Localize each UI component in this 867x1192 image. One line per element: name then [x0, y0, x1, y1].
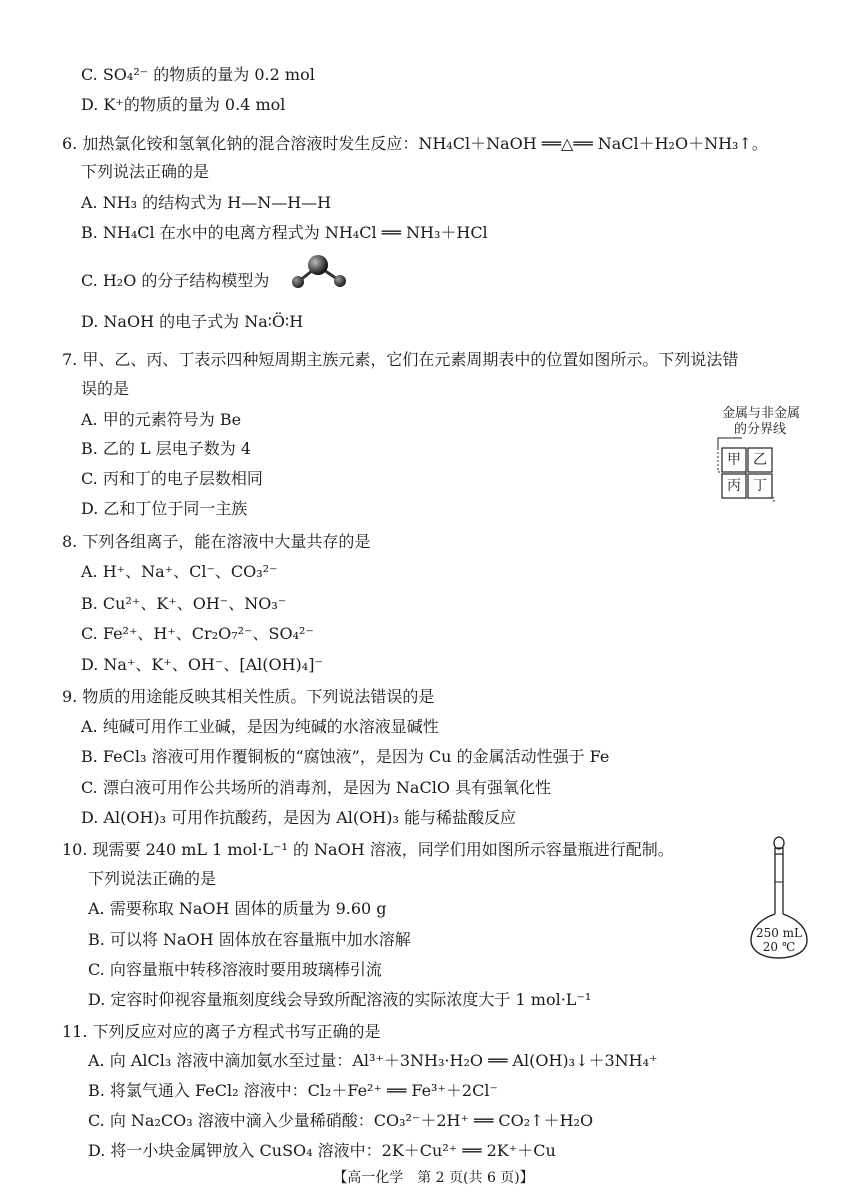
- q9-option-a: A. 纯碱可用作工业碱，是因为纯碱的水溶液显碱性: [81, 717, 439, 736]
- q8-option-a: A. H⁺、Na⁺、Cl⁻、CO₃²⁻: [81, 562, 278, 581]
- q9-option-b: B. FeCl₃ 溶液可用作覆铜板的“腐蚀液”，是因为 Cu 的金属活动性强于 Fe: [81, 747, 610, 766]
- q9-stem: 9. 物质的用途能反映其相关性质。下列说法错误的是: [62, 687, 435, 706]
- boundary-label-line1: 金属与非金属: [722, 406, 801, 421]
- q7-option-c: C. 丙和丁的电子层数相同: [81, 469, 263, 488]
- q11-option-a: A. 向 AlCl₃ 溶液中滴加氨水至过量：Al³⁺＋3NH₃·H₂O ══ Al(OH)₃↓＋3NH₄⁺: [88, 1051, 658, 1070]
- cell-ding: 丁: [753, 478, 767, 494]
- q8-option-d: D. Na⁺、K⁺、OH⁻、[Al(OH)₄]⁻: [81, 655, 323, 674]
- q6-option-b: B. NH₄Cl 在水中的电离方程式为 NH₄Cl ══ NH₃＋HCl: [81, 223, 488, 242]
- flask-temp-label: 20 ℃: [762, 940, 796, 954]
- q6-option-a: A. NH₃ 的结构式为 H—N—H—H: [81, 193, 332, 212]
- q7-stem-cont: 误的是: [81, 379, 130, 398]
- q11-option-b: B. 将氯气通入 FeCl₂ 溶液中：Cl₂＋Fe²⁺ ══ Fe³⁺＋2Cl⁻: [88, 1081, 498, 1100]
- q6-stem-cont: 下列说法正确的是: [81, 162, 210, 181]
- cell-jia: 甲: [727, 452, 741, 468]
- q10-option-b: B. 可以将 NaOH 固体放在容量瓶中加水溶解: [88, 930, 411, 949]
- flask-volume-label: 250 mL: [755, 926, 803, 940]
- periodic-position-figure: [712, 406, 812, 508]
- q11-option-c: C. 向 Na₂CO₃ 溶液中滴入少量稀硝酸：CO₃²⁻＋2H⁺ ══ CO₂↑＋H₂O: [88, 1111, 594, 1130]
- q10-option-c: C. 向容量瓶中转移溶液时要用玻璃棒引流: [88, 960, 382, 979]
- q6-stem: 6. 加热氯化铵和氢氧化钠的混合溶液时发生反应：NH₄Cl＋NaOH ══△══ NaCl＋H₂O＋NH₃↑。: [62, 134, 768, 153]
- q5-option-c: C. SO₄²⁻ 的物质的量为 0.2 mol: [81, 65, 315, 84]
- q10-option-d: D. 定容时仰视容量瓶刻度线会导致所配溶液的实际浓度大于 1 mol·L⁻¹: [88, 990, 592, 1009]
- q7-option-b: B. 乙的 L 层电子数为 4: [81, 439, 251, 458]
- q8-option-c: C. Fe²⁺、H⁺、Cr₂O₇²⁻、SO₄²⁻: [81, 624, 314, 643]
- boundary-label-line2: 的分界线: [734, 422, 787, 437]
- q7-stem: 7. 甲、乙、丙、丁表示四种短周期主族元素，它们在元素周期表中的位置如图所示。下列说法错: [62, 350, 739, 369]
- q11-stem: 11. 下列反应对应的离子方程式书写正确的是: [62, 1022, 381, 1041]
- q9-option-c: C. 漂白液可用作公共场所的消毒剂，是因为 NaClO 具有强氧化性: [81, 778, 552, 797]
- q6-option-d: D. NaOH 的电子式为 Na∶Ö∶H: [81, 312, 304, 331]
- water-molecule-model: [288, 254, 352, 292]
- page-footer: 【高一化学 第 2 页(共 6 页)】: [333, 1170, 534, 1186]
- q6-option-c: C. H₂O 的分子结构模型为: [81, 271, 270, 290]
- cell-yi: 乙: [753, 452, 767, 468]
- q7-option-d: D. 乙和丁位于同一主族: [81, 499, 248, 518]
- volumetric-flask-figure: [748, 834, 810, 960]
- q10-stem: 10. 现需要 240 mL 1 mol·L⁻¹ 的 NaOH 溶液，同学们用如图所示容量瓶进行配制。: [62, 840, 674, 859]
- q5-option-d: D. K⁺的物质的量为 0.4 mol: [81, 95, 286, 114]
- q10-option-a: A. 需要称取 NaOH 固体的质量为 9.60 g: [88, 899, 387, 918]
- q8-stem: 8. 下列各组离子，能在溶液中大量共存的是: [62, 532, 371, 551]
- q10-stem-cont: 下列说法正确的是: [88, 869, 217, 888]
- q8-option-b: B. Cu²⁺、K⁺、OH⁻、NO₃⁻: [81, 594, 287, 613]
- q7-option-a: A. 甲的元素符号为 Be: [81, 410, 242, 429]
- q11-option-d: D. 将一小块金属钾放入 CuSO₄ 溶液中：2K＋Cu²⁺ ══ 2K⁺＋Cu: [88, 1141, 556, 1160]
- q9-option-d: D. Al(OH)₃ 可用作抗酸药，是因为 Al(OH)₃ 能与稀盐酸反应: [81, 808, 516, 827]
- cell-bing: 丙: [727, 478, 741, 494]
